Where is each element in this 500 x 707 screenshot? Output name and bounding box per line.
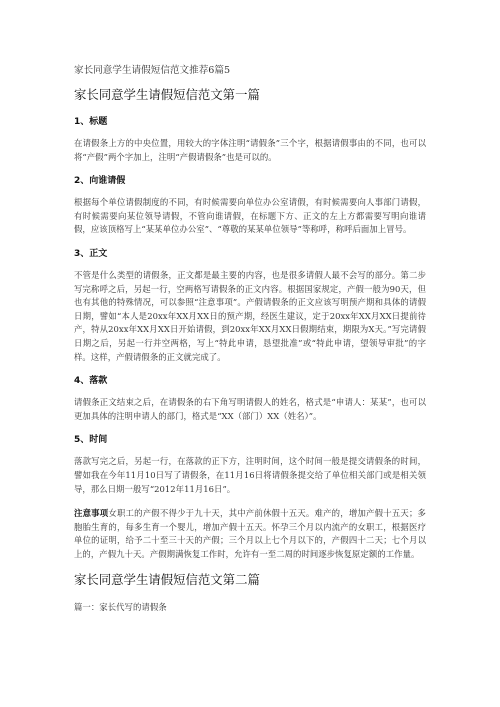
item-title-2: 2、向谁请假 — [74, 176, 126, 187]
item-text-3: 不管是什么类型的请假条，正文都是最主要的内容，也是很多请假人最不会写的部分。第二步写完称呼之后，另起一行，空两格写请假条的正文内容。根据国家规定，产假一般为90天，但也有其他的特殊情况，可以参照“注意事项”。产假请假条的正文应该写明预产期和具体的请假日期，譬如“本人是20xx年XX月XX日的预产期，经医生建议，定于20xx年XX月XX日提前待产，特从20xx年XX月XX日开始请假，到20xx年XX月XX日假期结束，期限为X天。”写完请假日期之后，另起一行并空两格，写上“特此申请，恳望批准”或“特此申请，望领导审批”的字样。这样，产假请假条的正文就完成了。 — [74, 269, 426, 362]
section-heading-2: 家长同意学生请假短信范文第二篇 — [74, 572, 260, 588]
note-paragraph — [74, 507, 426, 561]
item-text-1: 在请假条上方的中央位置，用较大的字体注明“请假条”三个字，根据请假事由的不同，也可以将“产假”两个字加上，注明“产假请假条”也是可以的。 — [74, 138, 426, 162]
item-title-5: 5、时间 — [74, 435, 108, 446]
item-text-5: 落款写完之后，另起一行，在落款的正下方，注明时间，这个时间一般是提交请假条的时间，譬如我在今年11月10日写了请假条，在11月16日将请假条提交给了单位相关部门或是相关领导，那么日期一般写“2012年11月16日”。 — [74, 456, 426, 494]
item-title-3: 3、正文 — [74, 248, 108, 259]
item-title-4: 4、落款 — [74, 376, 108, 387]
document-title: 家长同意学生请假短信范文推荐6篇5 — [74, 65, 231, 76]
note-text: 女职工的产假不得少于九十天，其中产前休假十五天。难产的，增加产假十五天；多胞胎生育的，每多生育一个婴儿，增加产假十五天。怀孕三个月以内流产的女职工，根据医疗单位的证明，给予二十至三十天的产假；三个月以上七个月以下的，产假四十二天；七个月以上的，产假九十天。产假期满恢复工作时，允许有一至二周的时间逐步恢复原定额的工作量。 — [74, 508, 426, 559]
note-label: 注意事项 — [74, 508, 109, 519]
item-text-2: 根据每个单位请假制度的不同，有时候需要向单位办公室请假，有时候需要向人事部门请假，有时候需要向某位领导请假，不管向谁请假，在标题下方、正文的左上方都需要写明向谁请假，应该顶格写上“某某单位办公室”、“尊敬的某某单位领导”等称呼，称呼后面加上冒号。 — [74, 197, 426, 235]
section2-first-line: 篇一：家长代写的请假条 — [74, 602, 167, 613]
item-title-1: 1、标题 — [74, 117, 108, 127]
section-heading: 家长同意学生请假短信范文第一篇 — [74, 87, 260, 102]
document-content — [74, 87, 426, 626]
item-text-4: 请假条正文结束之后，在请假条的右下角写明请假人的姓名，格式是“申请人：某某”，也可以更加具体的注明申请人的部门，格式是“XX（部门）XX（姓名）”。 — [74, 397, 426, 421]
